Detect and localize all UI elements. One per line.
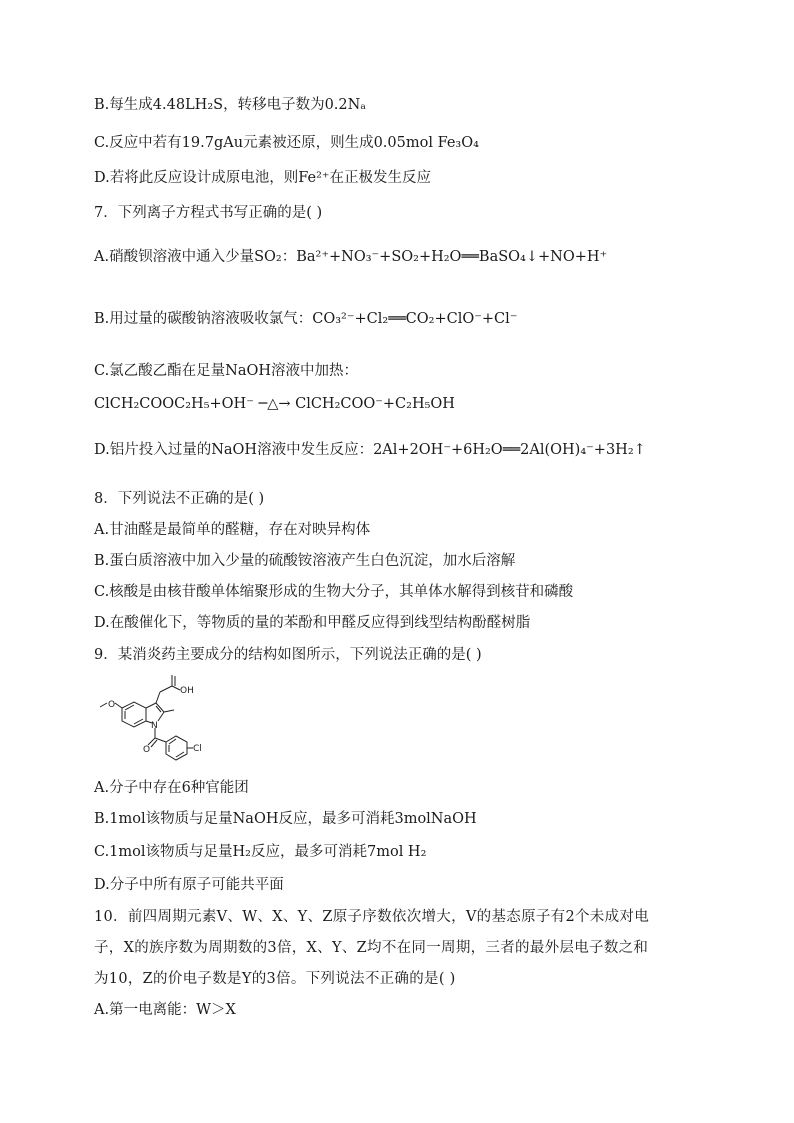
q10-stem-line-1: 10．前四周期元素V、W、X、Y、Z原子序数依次增大，V的基态原子有2个未成对电 bbox=[94, 909, 649, 925]
q8-option-b: B.蛋白质溶液中加入少量的硫酸铵溶液产生白色沉淀，加水后溶解 bbox=[94, 553, 516, 569]
atom-o-carbonyl: O bbox=[143, 745, 151, 755]
q9-option-d: D.分子中所有原子可能共平面 bbox=[94, 877, 284, 893]
atom-oh: OH bbox=[180, 686, 194, 696]
q8-stem: 8．下列说法不正确的是( ) bbox=[94, 491, 265, 507]
q7-stem: 7．下列离子方程式书写正确的是( ) bbox=[94, 205, 323, 221]
molecule-structure-diagram bbox=[94, 670, 214, 770]
q7-option-b: B.用过量的碳酸钠溶液吸收氯气：CO₃²⁻+Cl₂══CO₂+ClO⁻+Cl⁻ bbox=[94, 311, 518, 327]
q10-option-a: A.第一电离能：W＞X bbox=[94, 1002, 236, 1018]
q10-stem-line-2: 子，X的族序数为周期数的3倍，X、Y、Z均不在同一周期，三者的最外层电子数之和 bbox=[94, 940, 649, 956]
q10-stem-line-3: 为10，Z的价电子数是Y的3倍。下列说法不正确的是( ) bbox=[94, 971, 456, 987]
q9-option-a: A.分子中存在6种官能团 bbox=[94, 780, 249, 796]
atom-n: N bbox=[151, 721, 158, 731]
atom-o-methoxy: O bbox=[108, 700, 116, 710]
q9-option-b: B.1mol该物质与足量NaOH反应，最多可消耗3molNaOH bbox=[94, 811, 477, 827]
q6-option-c: C.反应中若有19.7gAu元素被还原，则生成0.05mol Fe₃O₄ bbox=[94, 135, 479, 151]
q7-option-d: D.铝片投入过量的NaOH溶液中发生反应：2Al+2OH⁻+6H₂O══2Al(OH)₄⁻+3H₂↑ bbox=[94, 442, 646, 458]
q9-option-c: C.1mol该物质与足量H₂反应，最多可消耗7mol H₂ bbox=[94, 844, 427, 860]
q7-option-c: C.氯乙酸乙酯在足量NaOH溶液中加热： bbox=[94, 363, 359, 379]
q6-option-b: B.每生成4.48LH₂S，转移电子数为0.2Nₐ bbox=[94, 97, 366, 113]
q8-option-c: C.核酸是由核苷酸单体缩聚形成的生物大分子，其单体水解得到核苷和磷酸 bbox=[94, 584, 574, 600]
q7-option-a: A.硝酸钡溶液中通入少量SO₂：Ba²⁺+NO₃⁻+SO₂+H₂O══BaSO₄↓+NO+H⁺ bbox=[94, 249, 608, 265]
q6-option-d: D.若将此反应设计成原电池，则Fe²⁺在正极发生反应 bbox=[94, 170, 432, 186]
atom-cl: Cl bbox=[193, 744, 202, 754]
q8-option-d: D.在酸催化下，等物质的量的苯酚和甲醛反应得到线型结构酚醛树脂 bbox=[94, 615, 531, 631]
q7-option-c-equation: ClCH₂COOC₂H₅+OH⁻ ─△→ ClCH₂COO⁻+C₂H₅OH bbox=[94, 396, 455, 412]
q8-option-a: A.甘油醛是最简单的醛糖，存在对映异构体 bbox=[94, 522, 371, 538]
q9-stem: 9．某消炎药主要成分的结构如图所示，下列说法正确的是( ) bbox=[94, 647, 482, 663]
